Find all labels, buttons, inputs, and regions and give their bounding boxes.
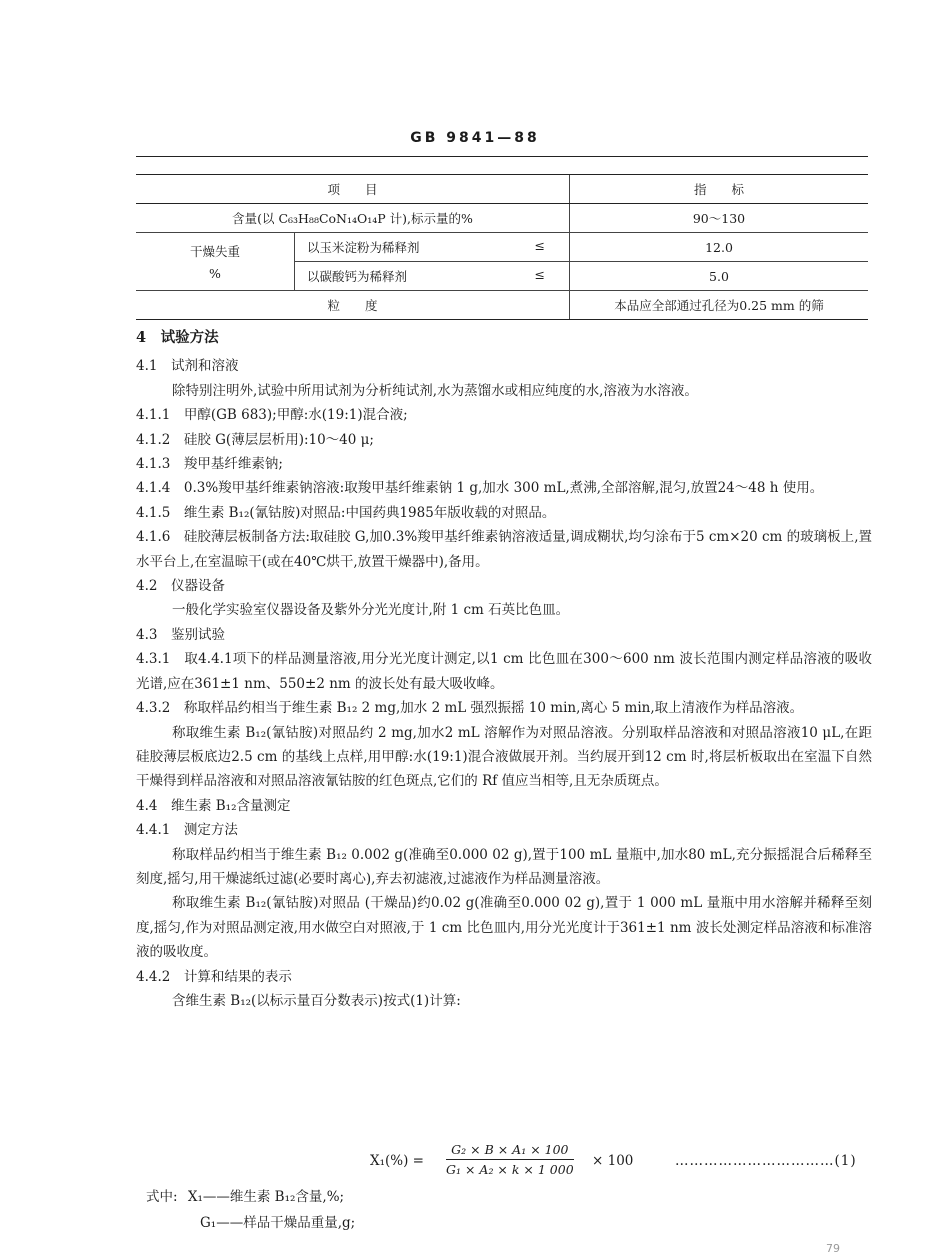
formula-numerator: G₂ × B × A₁ × 100 — [446, 1142, 574, 1160]
section-heading: 4 试验方法 — [136, 329, 219, 346]
formula-number: ……………………………(1) — [675, 1153, 857, 1169]
legend-x1: X₁——维生素 B₁₂含量,%; — [187, 1189, 345, 1205]
body-text — [136, 326, 872, 1013]
list-item: 4.1.2 硅胶 G(薄层层析用):10～40 μ; — [136, 431, 374, 448]
standard-code: GB 9841—88 — [410, 130, 540, 146]
drying-loss-label: 干燥失重 — [189, 244, 240, 259]
table-header-row — [136, 175, 868, 204]
list-item: 4.1.4 0.3%羧甲基纤维素钠溶液:取羧甲基纤维素钠 1 g,加水 300 mL,煮沸,全部溶解,混匀,放置24～48 h 使用。 — [136, 480, 824, 497]
formula-legend — [146, 1184, 355, 1236]
legend-label: 式中: — [146, 1189, 178, 1205]
paragraph: 称取维生素 B₁₂(氰钴胺)对照品 (干燥品)约0.02 g(准确至0.000 02 g),置于 1 000 mL 量瓶中用水溶解并稀释至刻度,摇匀,作为对照品测定液,用水做空白对照液,于 1 cm 比色皿内,用分光光度计于361±1 nm 波长处测定样品溶液和标准溶液的吸收度。 — [136, 895, 872, 961]
list-item: 4.1.6 硅胶薄层板制备方法:取硅胶 G,加0.3%羧甲基纤维素钠溶液适量,调成糊状,均匀涂布于5 cm×20 cm 的玻璃板上,置水平台上,在室温晾干(或在40℃烘干,放置干燥器中),备用。 — [136, 529, 872, 570]
paragraph: 称取维生素 B₁₂(氰钴胺)对照品约 2 mg,加水2 mL 溶解作为对照品溶液。分别取样品溶液和对照品溶液10 μL,在距硅胶薄层板底边2.5 cm 的基线上点样,用甲醇:水(19:1)混合液做展开剂。当约展开到12 cm 时,将层析板取出在室温下自然干燥得到样品溶液和对照品溶液氰钴胺的红色斑点,它们的 Rf 值应当相等,且无杂质斑点。 — [136, 724, 872, 790]
table-row — [136, 233, 868, 262]
drying-sub2-label: 以碳酸钙为稀释剂 — [307, 269, 408, 284]
list-item: 4.4.2 计算和结果的表示 — [136, 968, 292, 985]
subsection-heading: 4.4 维生素 B₁₂含量测定 — [136, 797, 291, 814]
formula-fraction — [446, 1142, 574, 1177]
paragraph: 一般化学实验室仪器设备及紫外分光光度计,附 1 cm 石英比色皿。 — [172, 602, 570, 619]
drying-sub1-label: 以玉米淀粉为稀释剂 — [307, 240, 420, 255]
subsection-heading: 4.3 鉴别试验 — [136, 626, 225, 643]
formula-multiplier: × 100 — [592, 1153, 634, 1169]
drying-sub2 — [295, 262, 570, 291]
list-item: 4.3.1 取4.4.1项下的样品测量溶液,用分光光度计测定,以1 cm 比色皿在300～600 nm 波长范围内测定样品溶液的吸收光谱,应在361±1 nm、550±2 nm 的波长处有最大吸收峰。 — [136, 651, 872, 692]
drying-loss-group — [136, 233, 295, 291]
subsection-heading: 4.2 仪器设备 — [136, 578, 225, 595]
size-item: 粒 度 — [136, 291, 570, 320]
spec-table — [136, 174, 868, 320]
size-value: 本品应全部通过孔径为0.25 mm 的筛 — [570, 291, 869, 320]
paragraph: 含维生素 B₁₂(以标示量百分数表示)按式(1)计算: — [172, 992, 461, 1009]
paragraph: 称取样品约相当于维生素 B₁₂ 0.002 g(准确至0.000 02 g),置于100 mL 量瓶中,加水80 mL,充分振摇混合后稀释至刻度,摇匀,用干燥滤纸过滤(必要时离心),弃去初滤液,过滤液作为样品测量溶液。 — [136, 846, 872, 887]
content-value: 90～130 — [570, 204, 869, 233]
list-item: 4.1.3 羧甲基纤维素钠; — [136, 456, 283, 473]
table-row — [136, 291, 868, 320]
drying-loss-unit: % — [209, 266, 221, 281]
list-item: 4.3.2 称取样品约相当于维生素 B₁₂ 2 mg,加水 2 mL 强烈振摇 10 min,离心 5 min,取上清液作为样品溶液。 — [136, 700, 804, 717]
subsection-heading: 4.1 试剂和溶液 — [136, 358, 239, 375]
leq-symbol: ≤ — [534, 238, 545, 253]
legend-g1: G₁——样品干燥品重量,g; — [200, 1215, 356, 1231]
formula-denominator: G₁ × A₂ × k × 1 000 — [446, 1162, 574, 1177]
formula-1 — [370, 1138, 880, 1188]
formula-lhs: X₁(%) = — [370, 1153, 424, 1169]
header-rule — [136, 156, 868, 157]
header-index: 指 标 — [570, 175, 869, 204]
content-item: 含量(以 C₆₃H₈₈CoN₁₄O₁₄P 计),标示量的% — [136, 204, 570, 233]
paragraph: 除特别注明外,试验中所用试剂为分析纯试剂,水为蒸馏水或相应纯度的水,溶液为水溶液。 — [172, 382, 698, 399]
list-item: 4.4.1 测定方法 — [136, 822, 238, 839]
leq-symbol: ≤ — [534, 267, 545, 282]
legend-row — [146, 1184, 355, 1210]
drying-sub1 — [295, 233, 570, 262]
list-item: 4.1.1 甲醇(GB 683);甲醇:水(19:1)混合液; — [136, 407, 408, 424]
list-item: 4.1.5 维生素 B₁₂(氰钴胺)对照品:中国药典1985年版收载的对照品。 — [136, 504, 556, 521]
drying-sub1-value: 12.0 — [570, 233, 869, 262]
page-number: 79 — [826, 1242, 840, 1255]
header-item: 项 目 — [136, 175, 570, 204]
drying-sub2-value: 5.0 — [570, 262, 869, 291]
table-row — [136, 204, 868, 233]
